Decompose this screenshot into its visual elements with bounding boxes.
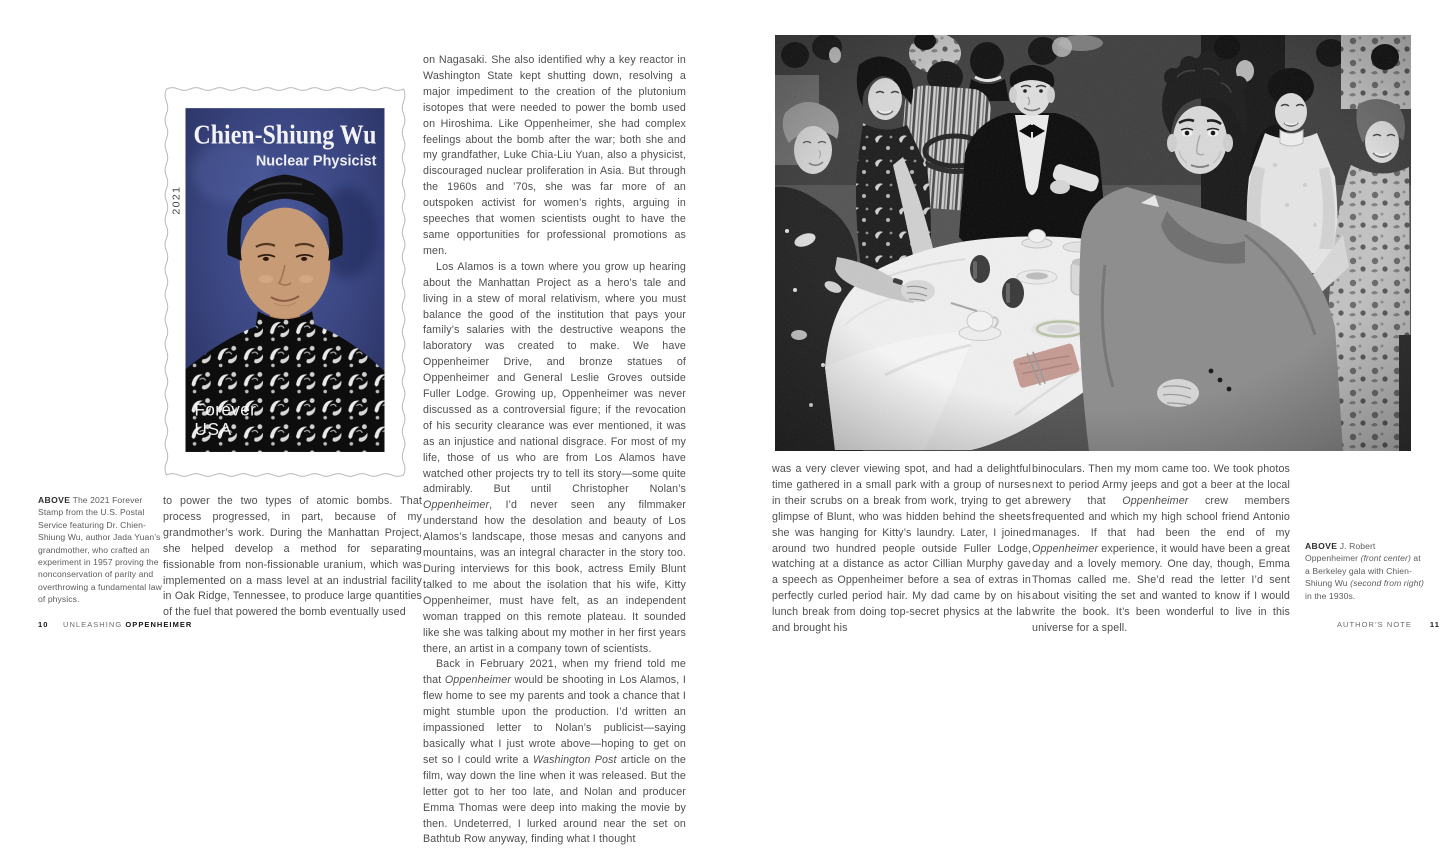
left-main-column: [423, 53, 686, 848]
stamp-forever-label: Forever: [194, 400, 257, 420]
stamp-name: Chien-Shiung Wu: [193, 119, 377, 150]
page-number-right: 11: [1429, 620, 1440, 629]
gala-photo: [775, 35, 1411, 451]
stamp-caption: [38, 494, 162, 606]
paragraph: on Nagasaki. She also identified why a key reactor in Washington State kept shutting down, resolving a major impediment to the creation of the plutonium isotopes that were needed to power the bomb used on Hiroshima. Like Oppenheimer, she had complex feelings about the bomb after the war; both she and my grandfather, Luke Chia-Liu Yuan, also a physicist, discouraged nuclear proliferation in Asia. But through the 1960s and ’70s, she was far more of an outspoken activist for women’s rights, arguing in speeches that women scientists ought to have the same opportunities for professional promotions as men.: [423, 54, 686, 257]
book-title-bold: OPPENHEIMER: [125, 620, 193, 629]
right-column-2: [1032, 462, 1290, 637]
postage-stamp: [161, 82, 409, 482]
caption-text: The 2021 Forever Stamp from the U.S. Postal Service featuring Dr. Chien-Shiung Wu, author Jada Yuan’s grandmother, who crafted an experiment in 1957 proving the nonconservation of parity and overthrowing a fundamental law of physics.: [38, 495, 162, 605]
left-lower-column: [163, 494, 422, 621]
page-number-left: 10: [38, 620, 49, 629]
caption-text: J. Robert Oppenheimer (front center) at a Berkeley gala with Chien-Shiung Wu (second from right) in the 1930s.: [1305, 541, 1424, 601]
chapter-title: AUTHOR’S NOTE: [1337, 620, 1412, 629]
stamp-portrait: [186, 108, 385, 452]
right-column-1: [772, 462, 1031, 637]
left-footer: [38, 620, 192, 629]
paragraph: Back in February 2021, when my friend told me that Oppenheimer would be shooting in Los Alamos, I flew home to see my parents and took a chance that I might stumble upon the production. I’d written an impassioned letter to Nolan’s publicist—saying basically what I just wrote above—hoping to get on set so I could write a Washington Post article on the film, way down the line when it was released. But the letter got to her too late, and Nolan and producer Emma Thomas were deep into making the movie by then. Undeterred, I lurked around near the set on Bathtub Row anyway, finding what I thought: [423, 658, 687, 846]
caption-label: ABOVE: [38, 495, 71, 505]
stamp-usa-label: USA: [194, 419, 233, 439]
paragraph: binoculars. Then my mom came too. We took photos next to period Army jeeps and got a beer at the local brewery that Oppenheimer crew members frequented and which my high school friend Antonio manages. If that had been the end of my Oppenheimer experience, it would have been a great day and a lovely memory. One day, though, Emma Thomas called me. She’d read the letter I’d sent about visiting the set and wanted to know if I would write the book. It’s been wonderful to live in this universe for a spell.: [1032, 463, 1290, 635]
right-footer: [1337, 620, 1440, 629]
paragraph: Los Alamos is a town where you grow up hearing about the Manhattan Project as a hero’s tale and living in a stew of moral relativism, where you must balance the good of the institution that pays your family’s salaries with the destructive weapons the laboratory was created to make. We have Oppenheimer Drive, and bronze statues of Oppenheimer and General Leslie Groves outside Fuller Lodge. Growing up, Oppenheimer was never discussed as a controversial figure; if the revocation of his security clearance was ever mentioned, it was as an injustice and national disgrace. For most of my life, those of us who are from Los Alamos have watched other projects try to tell its story—some quite admirably. But until Christopher Nolan’s Oppenheimer, I’d never seen any filmmaker understand how the desolation and beauty of Los Alamos’s landscape, those mesas and canyons and mountains, was an integral character in the story too. During interviews for this book, actress Emily Blunt talked to me about the isolation that his wife, Kitty Oppenheimer, must have felt, as an independent woman trapped on this remote plateau. It sounded like she was talking about my mother in her first years there, an artist in a company town of scientists.: [423, 260, 686, 655]
stamp-year: 2021: [170, 185, 183, 215]
stamp-subtitle: Nuclear Physicist: [255, 153, 377, 170]
paragraph: to power the two types of atomic bombs. That process progressed, in part, because of my grandmother’s work. During the Manhattan Project, she helped develop a method for separating fissionable from non-fissionable uranium, which was implemented on a mass level at an industrial facility in Oak Ridge, Tennessee, to produce large quantities of the fuel that powered the bomb eventually used: [163, 495, 422, 619]
photo-caption: [1305, 540, 1427, 602]
caption-label: ABOVE: [1305, 541, 1338, 551]
book-title-regular: UNLEASHING: [63, 620, 123, 629]
paragraph: was a very clever viewing spot, and had a delightful time gathered in a small park with a group of nurses in their scrubs on a break from work, trying to get a glimpse of Blunt, who was hidden behind the sheets she was hanging for Kitty’s laundry. Later, I joined around two hundred people outside Fuller Lodge, watching at a distance as actor Cillian Murphy gave a speech as Oppenheimer before a sea of extras in perfectly curled period hair. My dad came by on his lunch break from doing top-secret physics at the lab and brought his: [772, 463, 1031, 635]
